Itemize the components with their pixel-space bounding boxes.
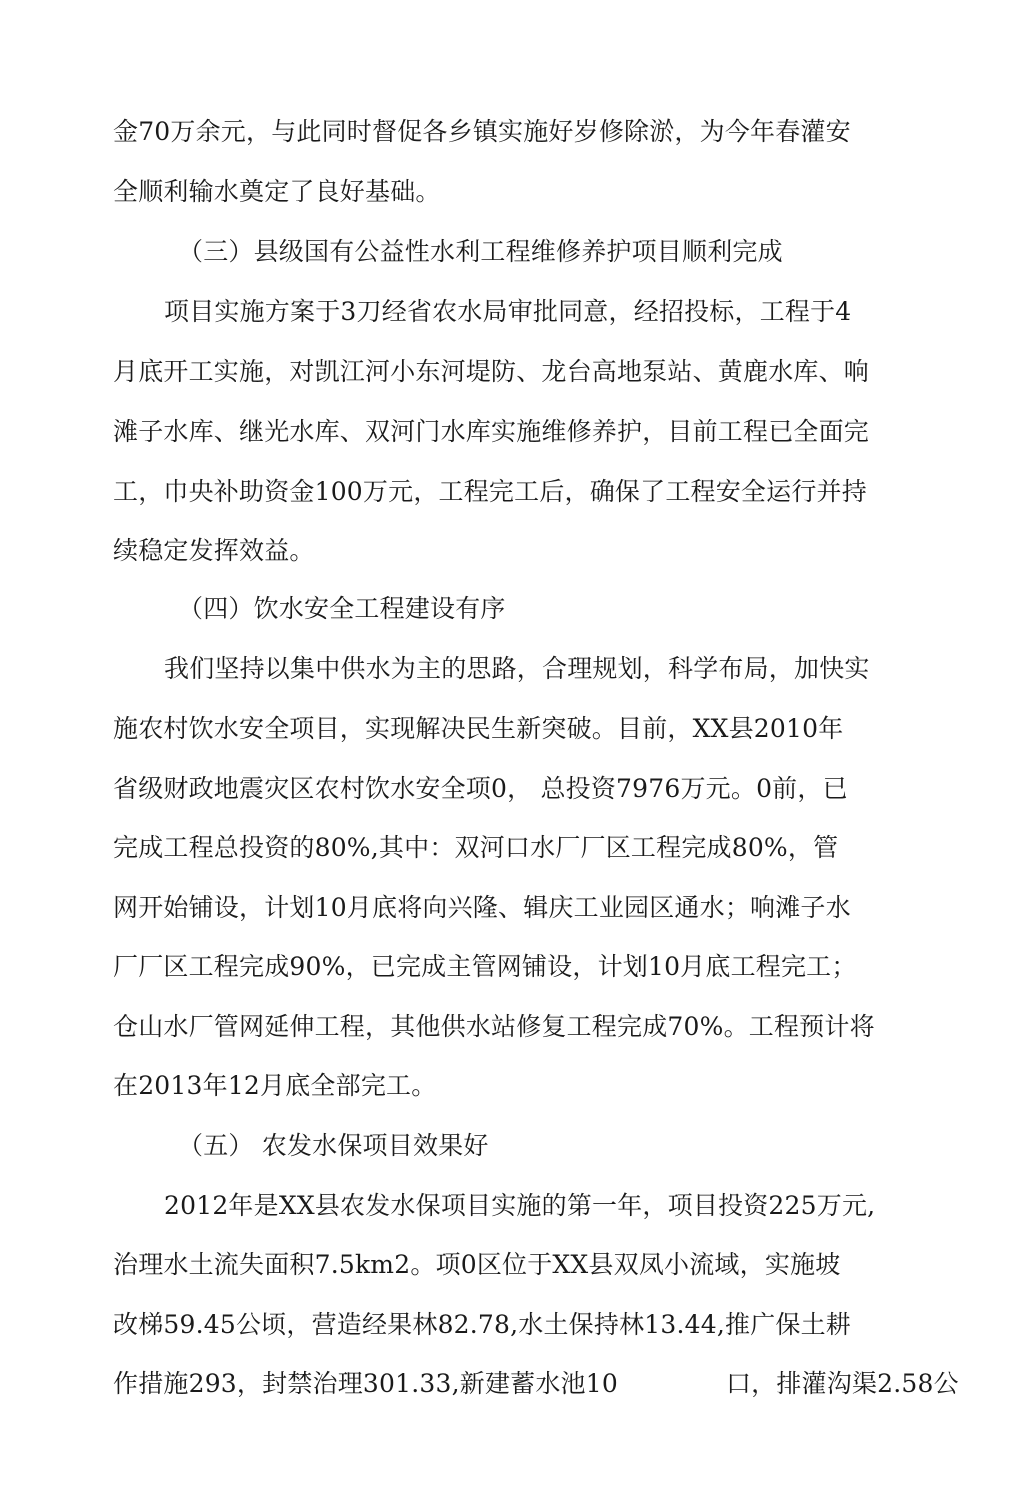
text-line-8: 续稳定发挥效益。 bbox=[113, 536, 315, 565]
text-line-19: 2012年是XX县农发水保项目实施的第一年，项目投资225万元, bbox=[164, 1191, 876, 1220]
text-line-7: 工，巾央补助资金100万元，工程完工后，确保了工程安全运行并持 bbox=[113, 477, 867, 506]
text-line-5: 月底开工实施，对凯江河小东河堤防、龙台高地泵站、黄鹿水库、响 bbox=[113, 357, 870, 386]
text-line-21: 改梯59.45公顷，营造经果林82.78,水土保持林13.44,推广保土耕 bbox=[113, 1310, 852, 1339]
text-line-2: 全顺利输水奠定了良好基础。 bbox=[113, 177, 441, 206]
text-line-11: 施农村饮水安全项目，实现解决民生新突破。目前，XX县2010年 bbox=[113, 714, 844, 743]
text-line-15: 厂厂区工程完成90%，已完成主管网铺设，计划10月底工程完工； bbox=[113, 952, 857, 981]
section-heading-5: （五） 农发水保项目效果好 bbox=[178, 1131, 489, 1160]
text-line-16: 仓山水厂管网延伸工程，其他供水站修复工程完成70%。工程预计将 bbox=[113, 1012, 875, 1041]
text-line-22-right: 口，排灌沟渠2.58公 bbox=[725, 1369, 959, 1398]
text-line-20: 治理水土流失面积7.5km2。项0区位于XX县双凤小流域，实施坡 bbox=[113, 1250, 841, 1279]
text-line-10: 我们坚持以集中供水为主的思路，合理规划，科学布局，加快实 bbox=[164, 654, 870, 683]
text-line-12: 省级财政地震灾区农村饮水安全项0， 总投资7976万元。0前，已 bbox=[113, 774, 848, 803]
text-line-22-left: 作措施293，封禁治理301.33,新建蓄水池10 bbox=[113, 1369, 618, 1398]
text-line-14: 网开始铺设，计划10月底将向兴隆、辑庆工业园区通水；响滩子水 bbox=[113, 893, 851, 922]
text-line-6: 滩子水库、继光水库、双河门水库实施维修养护，目前工程已全面完 bbox=[113, 417, 870, 446]
section-heading-3: （三）县级国有公益性水利工程维修养护项目顺利完成 bbox=[178, 237, 783, 266]
text-line-22 bbox=[113, 1368, 959, 1400]
section-heading-4: （四）饮水安全工程建设有序 bbox=[178, 594, 506, 623]
text-line-17: 在2013年12月底全部完工。 bbox=[113, 1071, 437, 1100]
text-line-4: 项目实施方案于3刀经省农水局审批同意，经招投标，工程于4 bbox=[164, 297, 852, 326]
text-line-13: 完成工程总投资的80%,其中：双河口水厂厂区工程完成80%，管 bbox=[113, 833, 839, 862]
text-line-1: 金70万余元，与此同时督促各乡镇实施好岁修除淤，为今年春灌安 bbox=[113, 117, 851, 146]
